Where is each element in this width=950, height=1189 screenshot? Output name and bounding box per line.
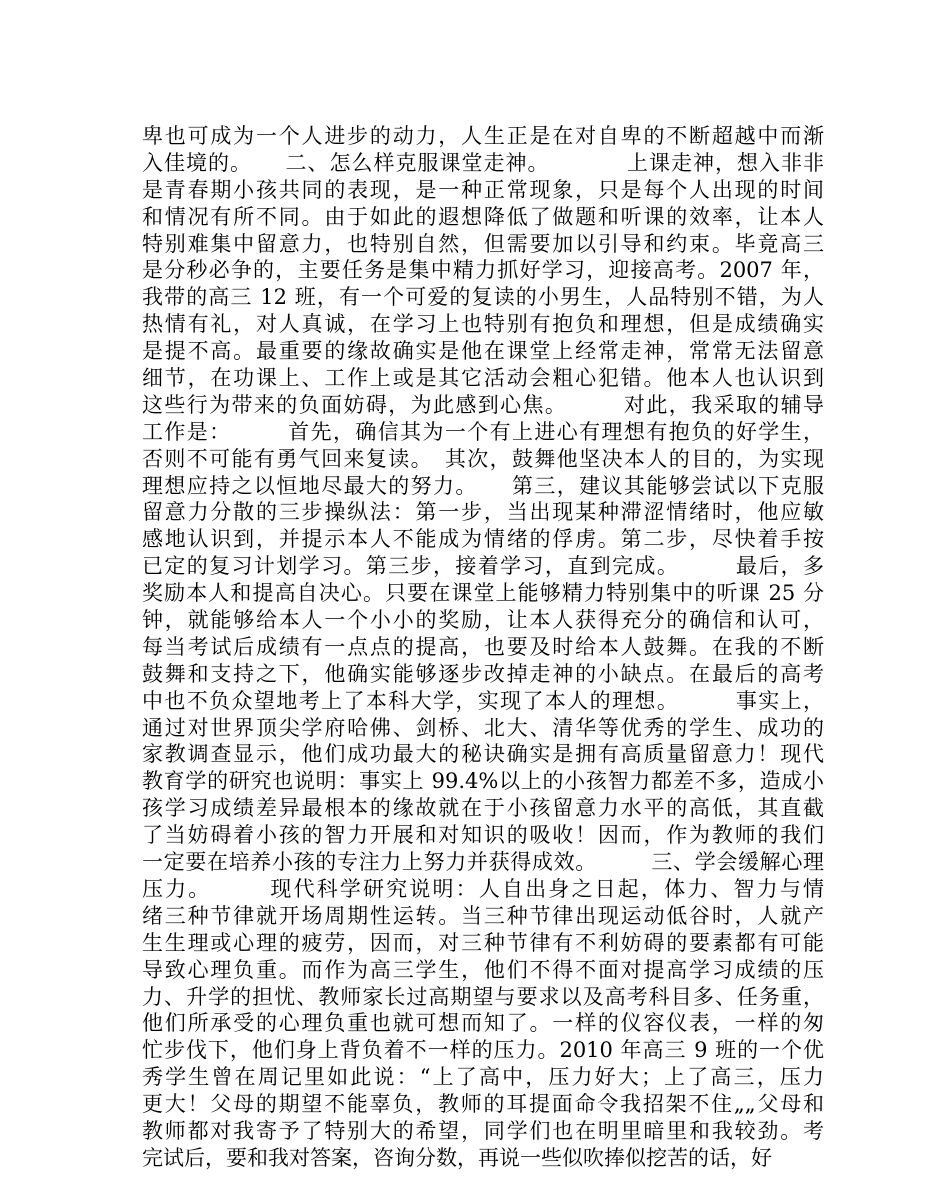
text-line: 奖励本人和提高自决心。只要在课堂上能够精力特别集中的听课 25 分 — [142, 581, 824, 606]
text-line: 中也不负众望地考上了本科大学，实现了本人的理想。 事实上， — [142, 688, 824, 713]
text-line: 完试后，要和我对答案，咨询分数，再说一些似吹捧似挖苦的话，好 — [142, 1145, 772, 1170]
text-line: 绪三种节律就开场周期性运转。当三种节律出现运动低谷时，人就产 — [142, 903, 824, 928]
text-line: 更大！父母的期望不能辜负，教师的耳提面命令我招架不住„„父母和 — [142, 1092, 824, 1117]
text-line: 他们所承受的心理负重也就可想而知了。一样的仪容仪表，一样的匆 — [142, 1011, 824, 1036]
text-line: 教育学的研究也说明：事实上 99.4%以上的小孩智力都差不多，造成小 — [142, 769, 824, 794]
text-line: 否则不可能有勇气回来复读。 其次，鼓舞他坚决本人的目的，为实现 — [142, 446, 824, 471]
text-line: 了当妨碍着小孩的智力开展和对知识的吸收！因而，作为教师的我们 — [142, 823, 824, 848]
text-line: 导致心理负重。而作为高三学生，他们不得不面对提高学习成绩的压 — [142, 957, 824, 982]
text-line: 和情况有所不同。由于如此的遐想降低了做题和听课的效率，让本人 — [142, 204, 824, 229]
text-line: 力、升学的担忧、教师家长过高期望与要求以及高考科目多、任务重， — [142, 984, 824, 1009]
text-line: 这些行为带来的负面妨碍，为此感到心焦。 对此，我采取的辅导 — [142, 392, 824, 417]
text-line: 已定的复习计划学习。第三步，接着学习，直到完成。 最后，多 — [142, 554, 824, 579]
text-line: 是青春期小孩共同的表现，是一种正常现象，只是每个人出现的时间 — [142, 177, 824, 202]
text-line: 是提不高。最重要的缘故确实是他在课堂上经常走神，常常无法留意 — [142, 339, 824, 364]
text-line: 通过对世界顶尖学府哈佛、剑桥、北大、清华等优秀的学生、成功的 — [142, 715, 824, 740]
text-line: 特别难集中留意力，也特别自然，但需要加以引导和约束。毕竟高三 — [142, 231, 824, 256]
text-line: 细节，在功课上、工作上或是其它活动会粗心犯错。他本人也认识到 — [142, 366, 824, 391]
text-line: 教师都对我寄予了特别大的希望，同学们也在明里暗里和我较劲。考 — [142, 1118, 824, 1143]
text-line: 家教调查显示，他们成功最大的秘诀确实是拥有高质量留意力！现代 — [142, 742, 824, 767]
text-line: 秀学生曾在周记里如此说：“上了高中，压力好大；上了高三，压力 — [142, 1065, 824, 1090]
text-line: 感地认识到，并提示本人不能成为情绪的俘虏。第二步，尽快着手按 — [142, 527, 824, 552]
text-line: 我带的高三 12 班，有一个可爱的复读的小男生，人品特别不错，为人 — [142, 285, 824, 310]
document-page — [142, 123, 824, 1172]
text-line: 入佳境的。 二、怎么样克服课堂走神。 上课走神，想入非非 — [142, 150, 824, 175]
text-line: 热情有礼，对人真诚，在学习上也特别有抱负和理想，但是成绩确实 — [142, 312, 824, 337]
text-line: 压力。 现代科学研究说明：人自出身之日起，体力、智力与情 — [142, 876, 824, 901]
text-line: 忙步伐下，他们身上背负着不一样的压力。2010 年高三 9 班的一个优 — [142, 1038, 824, 1063]
text-line: 孩学习成绩差异最根本的缘故就在于小孩留意力水平的高低，其直截 — [142, 796, 824, 821]
text-line: 工作是： 首先，确信其为一个有上进心有理想有抱负的好学生， — [142, 419, 824, 444]
text-line: 一定要在培养小孩的专注力上努力并获得成效。 三、学会缓解心理 — [142, 850, 824, 875]
text-line: 钟，就能够给本人一个小小的奖励，让本人获得充分的确信和认可， — [142, 608, 824, 633]
text-line: 是分秒必争的，主要任务是集中精力抓好学习，迎接高考。2007 年， — [142, 258, 824, 283]
text-line: 生生理或心理的疲劳，因而，对三种节律有不利妨碍的要素都有可能 — [142, 930, 824, 955]
text-line: 留意力分散的三步操纵法：第一步，当出现某种滞涩情绪时，他应敏 — [142, 500, 824, 525]
text-line: 卑也可成为一个人进步的动力，人生正是在对自卑的不断超越中而渐 — [142, 124, 824, 148]
text-line: 理想应持之以恒地尽最大的努力。 第三，建议其能够尝试以下克服 — [142, 473, 824, 498]
text-line: 每当考试后成绩有一点点的提高，也要及时给本人鼓舞。在我的不断 — [142, 634, 824, 659]
text-line: 鼓舞和支持之下，他确实能够逐步改掉走神的小缺点。在最后的高考 — [142, 661, 824, 686]
